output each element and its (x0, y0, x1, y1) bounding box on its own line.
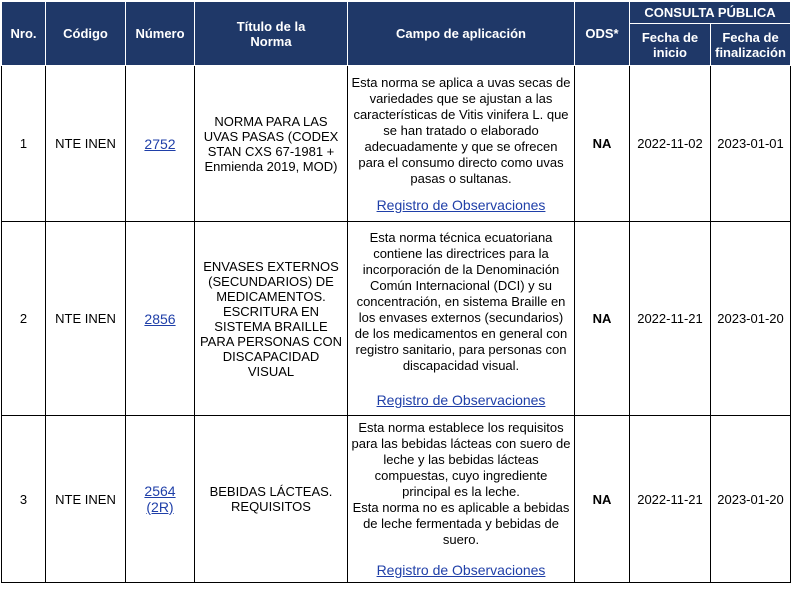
cell-fecha-fin: 2023-01-20 (711, 416, 791, 583)
norm-number-link[interactable] (129, 483, 191, 515)
campo-description-2: Esta norma no es aplicable a bebidas de leche fermentada y bebidas de suero. (352, 500, 570, 547)
header-nro: Nro. (2, 2, 46, 66)
registro-observaciones-link[interactable]: Registro de Observaciones (376, 196, 546, 213)
cell-campo (348, 66, 575, 222)
campo-description: Esta norma establece los requisitos para las bebidas lácteas con suero de leche y las bebidas lácteas compuestas, cuyo ingrediente principal es la leche. (351, 420, 571, 499)
cell-codigo: NTE INEN (46, 222, 126, 416)
cell-nro: 3 (2, 416, 46, 583)
cell-titulo: NORMA PARA LAS UVAS PASAS (CODEX STAN CXS 67-1981 + Enmienda 2019, MOD) (195, 66, 348, 222)
cell-titulo: ENVASES EXTERNOS (SECUNDARIOS) DE MEDICAMENTOS. ESCRITURA EN SISTEMA BRAILLE PARA PERSONAS CON DISCAPACIDAD VISUAL (195, 222, 348, 416)
cell-fecha-fin: 2023-01-20 (711, 222, 791, 416)
cell-ods: NA (575, 66, 630, 222)
table-row (2, 66, 791, 222)
cell-ods: NA (575, 222, 630, 416)
cell-nro: 1 (2, 66, 46, 222)
registro-observaciones-link[interactable]: Registro de Observaciones (376, 562, 546, 578)
cell-titulo: BEBIDAS LÁCTEAS. REQUISITOS (195, 416, 348, 583)
cell-nro: 2 (2, 222, 46, 416)
cell-campo (348, 222, 575, 416)
norm-number-link[interactable]: 2856 (144, 310, 176, 327)
cell-campo (348, 416, 575, 583)
table-row (2, 416, 791, 583)
header-consulta-publica: CONSULTA PÚBLICA (630, 2, 791, 24)
registro-observaciones-link[interactable]: Registro de Observaciones (376, 391, 546, 408)
cell-numero (126, 66, 195, 222)
norms-table (1, 1, 791, 583)
norm-revision: (2R) (146, 499, 174, 515)
header-fecha-inicio-line1: Fecha de (641, 29, 699, 45)
cell-codigo: NTE INEN (46, 66, 126, 222)
cell-fecha-inicio: 2022-11-21 (630, 416, 711, 583)
header-fecha-inicio-line2: inicio (653, 44, 687, 60)
table-row (2, 222, 791, 416)
campo-description: Esta norma se aplica a uvas secas de variedades que se ajustan a las características de Vitis vinifera L. que se han tratado o elaborado adecuadamente y que se ofrecen para el consumo directo como uvas pasas o sultanas. (351, 74, 571, 186)
header-ods: ODS* (575, 2, 630, 66)
cell-fecha-fin: 2023-01-01 (711, 66, 791, 222)
header-numero: Número (126, 2, 195, 66)
header-fecha-inicio (630, 24, 711, 66)
header-fecha-fin (711, 24, 791, 66)
norm-number: 2564 (144, 483, 176, 499)
header-titulo-line1: Título de la (236, 18, 306, 34)
cell-codigo: NTE INEN (46, 416, 126, 583)
cell-ods: NA (575, 416, 630, 583)
header-fecha-fin-line2: finalización (715, 44, 786, 60)
cell-numero (126, 416, 195, 583)
header-fecha-fin-line1: Fecha de (722, 29, 779, 45)
campo-description: Esta norma técnica ecuatoriana contiene las directrices para la incorporación de la Denominación Común Internacional (DCI) y su concentración, en sistema Braille en los envases externos (secundarios) de los medicamentos en general con registro sanitario, para personas con discapacidad visual. (354, 229, 568, 373)
cell-numero (126, 222, 195, 416)
header-campo: Campo de aplicación (348, 2, 575, 66)
header-codigo: Código (46, 2, 126, 66)
norm-number-link[interactable]: 2752 (144, 135, 176, 152)
cell-fecha-inicio: 2022-11-02 (630, 66, 711, 222)
header-titulo (195, 2, 348, 66)
header-titulo-line2: Norma (250, 33, 292, 49)
cell-fecha-inicio: 2022-11-21 (630, 222, 711, 416)
